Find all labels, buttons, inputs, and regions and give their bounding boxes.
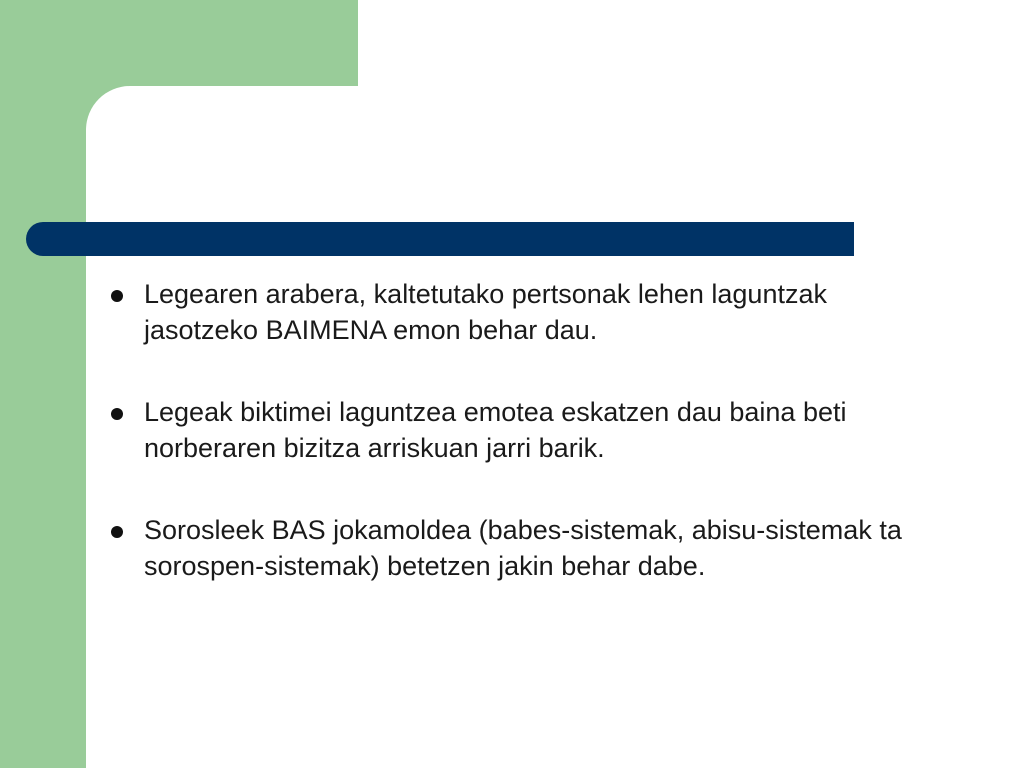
bullet-text: Sorosleek BAS jokamoldea (babes-sistemak, abisu-sistemak ta sorospen-sistemak) betetzen jakin behar dabe. bbox=[144, 515, 902, 581]
bullet-text: Legearen arabera, kaltetutako pertsonak lehen laguntzak jasotzeko BAIMENA emon behar dau. bbox=[144, 279, 827, 345]
bullet-dot-icon bbox=[111, 408, 123, 420]
bullet-item bbox=[106, 276, 946, 348]
title-bar bbox=[26, 222, 854, 256]
bullet-list bbox=[106, 276, 946, 630]
bullet-item bbox=[106, 394, 946, 466]
bullet-text: Legeak biktimei laguntzea emotea eskatzen dau baina beti norberaren bizitza arriskuan jarri barik. bbox=[144, 397, 847, 463]
bullet-dot-icon bbox=[111, 526, 123, 538]
bullet-item bbox=[106, 512, 946, 584]
bullet-dot-icon bbox=[111, 290, 123, 302]
